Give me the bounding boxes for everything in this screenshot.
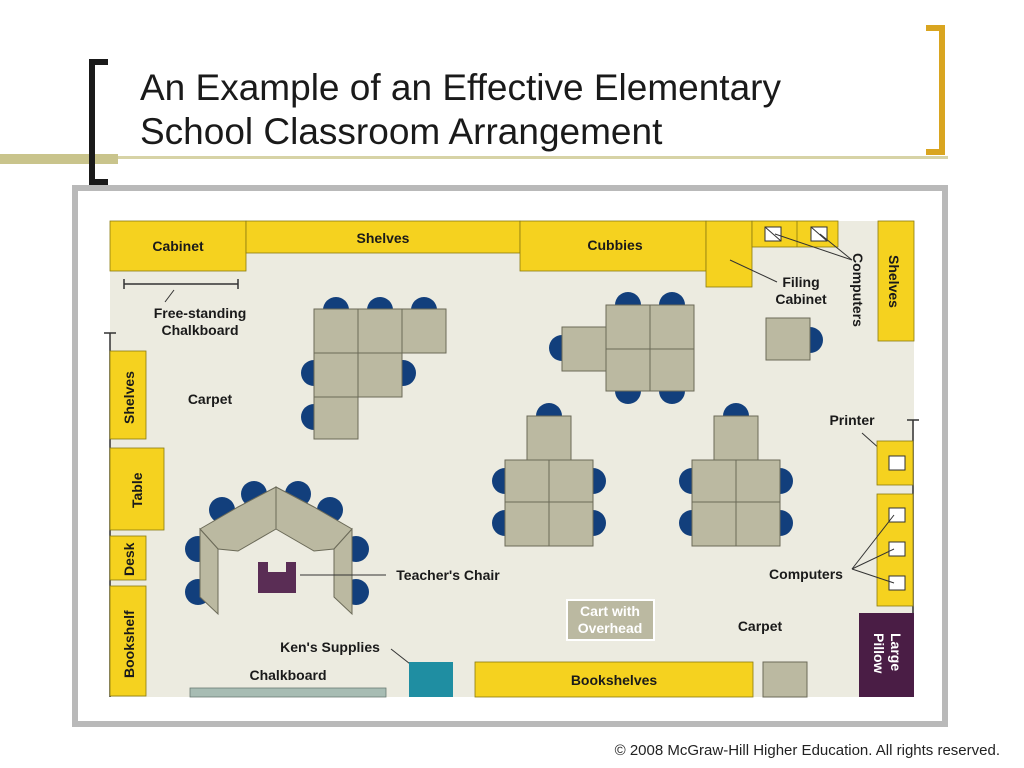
free-standing-label-2: Chalkboard xyxy=(161,322,239,338)
student-desk xyxy=(606,349,650,391)
student-desk xyxy=(358,309,402,353)
student-desk xyxy=(505,502,549,546)
student-desk xyxy=(314,353,358,397)
cabinet-label: Cabinet xyxy=(152,238,204,254)
student-desk xyxy=(562,327,606,371)
chalkboard xyxy=(190,688,386,697)
carpet-right-label: Carpet xyxy=(737,618,783,634)
student-desk xyxy=(606,305,650,349)
slide-title-line-2: School Classroom Arrangement xyxy=(140,111,663,152)
computer-icon xyxy=(889,576,905,590)
bookshelf-label: Bookshelf xyxy=(121,610,137,678)
student-desk xyxy=(549,460,593,502)
filing-cabinet-label-2: Cabinet xyxy=(775,291,827,307)
computer-icon xyxy=(889,542,905,556)
student-desk xyxy=(692,460,736,502)
cart-label-1: Cart with xyxy=(580,603,640,619)
table-label: Table xyxy=(129,472,145,508)
computers-top-label: Computers xyxy=(850,253,866,327)
bookshelves-label: Bookshelves xyxy=(570,672,658,688)
student-desk xyxy=(650,305,694,349)
printer-label: Printer xyxy=(829,412,875,428)
kens-supplies xyxy=(409,662,453,697)
student-desk xyxy=(402,309,446,353)
student-desk xyxy=(692,502,736,546)
student-desk xyxy=(358,353,402,397)
cart-label-2: Overhead xyxy=(577,620,643,636)
copyright-footer: © 2008 McGraw-Hill Higher Education. All rights reserved. xyxy=(614,742,1000,759)
teachers-chair-label: Teacher's Chair xyxy=(396,567,500,583)
shelves-right-label: Shelves xyxy=(886,255,902,308)
student-desk xyxy=(766,318,810,360)
desk-label: Desk xyxy=(121,542,137,576)
student-desk xyxy=(314,309,358,353)
student-desk xyxy=(314,397,358,439)
student-desk xyxy=(650,349,694,391)
free-standing-label-1: Free-standing xyxy=(153,305,247,321)
carpet-left-label: Carpet xyxy=(187,391,233,407)
student-desk xyxy=(736,502,780,546)
computer-icon xyxy=(889,508,905,522)
computers-right-label: Computers xyxy=(769,566,843,582)
student-desk xyxy=(714,416,758,460)
filing-cabinet-label-1: Filing xyxy=(782,274,820,290)
large-pillow-label-2: Pillow xyxy=(871,633,887,674)
shelves-left-label: Shelves xyxy=(121,371,137,424)
chalkboard-label: Chalkboard xyxy=(249,667,327,683)
storage-cabinet xyxy=(763,662,807,697)
student-desk xyxy=(736,460,780,502)
filing-cabinet xyxy=(706,221,752,287)
shelves-top-label: Shelves xyxy=(356,230,410,246)
large-pillow-label-1: Large xyxy=(888,633,904,672)
slide-title-line-1: An Example of an Effective Elementary xyxy=(140,67,781,108)
student-desk xyxy=(505,460,549,502)
cubbies-label: Cubbies xyxy=(587,237,643,253)
printer-icon xyxy=(889,456,905,470)
student-desk xyxy=(549,502,593,546)
student-desk xyxy=(527,416,571,460)
kens-supplies-label: Ken's Supplies xyxy=(280,639,380,655)
